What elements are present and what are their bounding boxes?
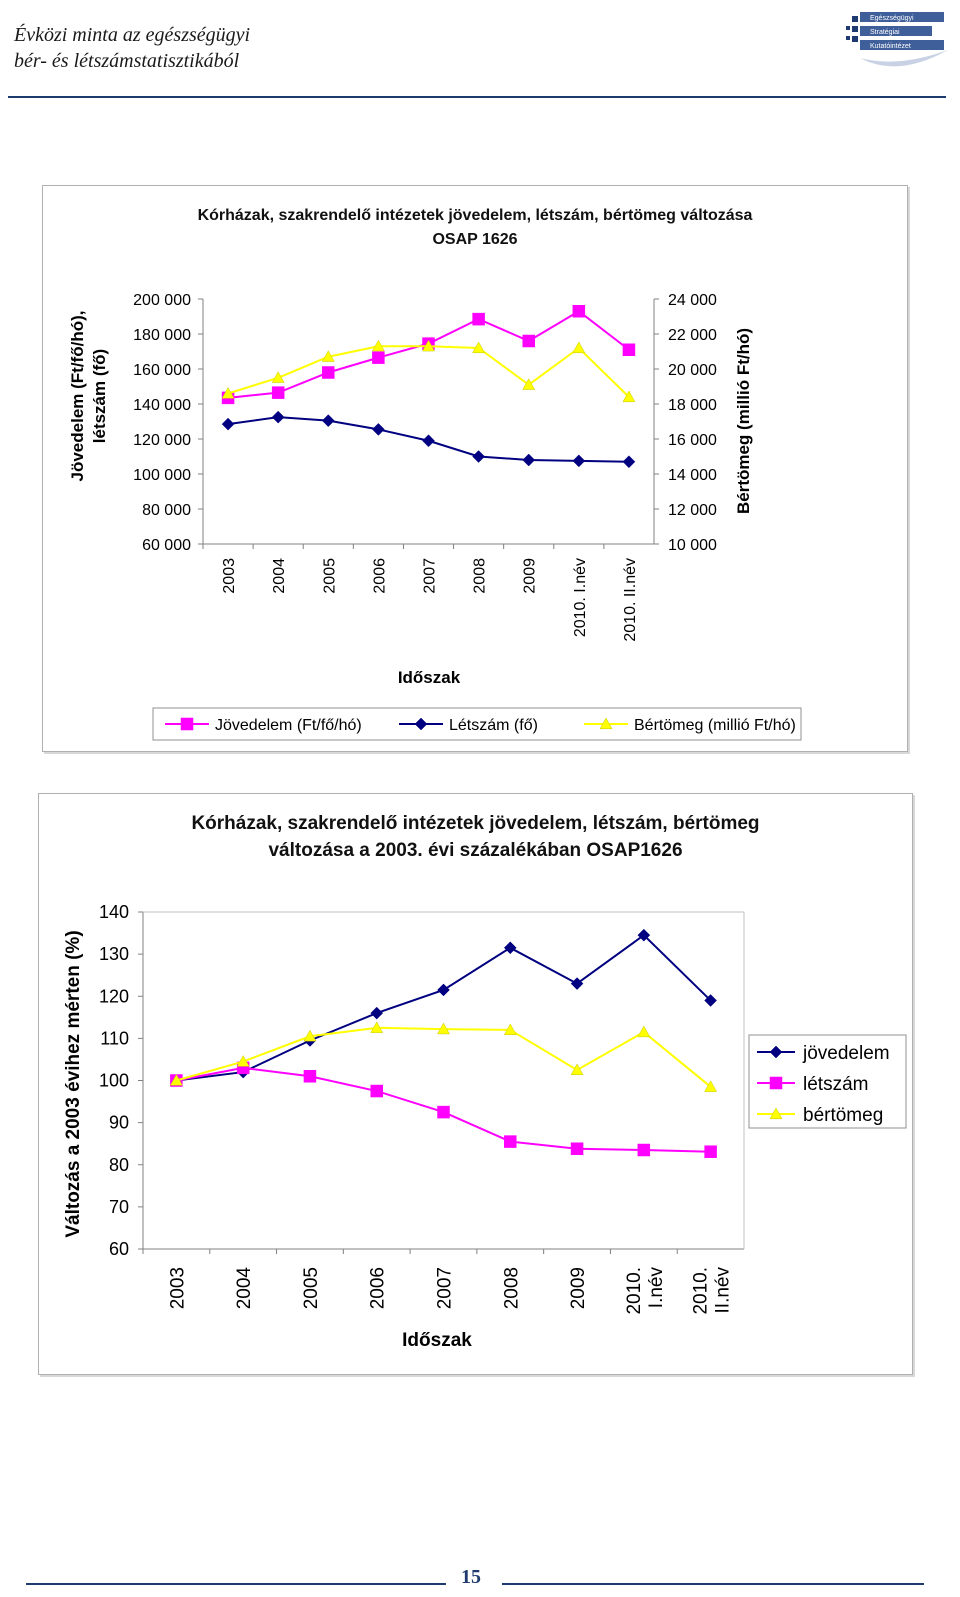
chart1-legend-bertomeg-label: Bértömeg (millió Ft/hó) (634, 717, 796, 734)
chart2-legend-jovedelem-label: jövedelem (803, 1043, 890, 1064)
chart2-x-tick-label: 2010. (623, 1267, 645, 1315)
chart2-legend-letszam-marker (770, 1077, 782, 1089)
chart1-letszam-point (423, 435, 435, 447)
chart2-y-tick-label: 130 (98, 944, 129, 965)
chart1-letszam-point (523, 454, 535, 466)
chart1-right-tick-label: 20 000 (668, 362, 717, 379)
chart2-y-axis-title: Változás a 2003 évihez mérten (%) (63, 930, 84, 1238)
chart2-x-tick-label: 2003 (167, 1267, 189, 1310)
chart2-y-tick-label: 70 (108, 1196, 129, 1217)
chart2-title-line1: Kórházak, szakrendelő intézetek jövedelem, létszám, bértömeg (191, 813, 760, 834)
chart1-letszam-point (322, 415, 334, 427)
chart1-x-axis-title: Időszak (397, 668, 461, 687)
chart2-letszam-point (504, 1136, 516, 1148)
chart2-panel (38, 793, 913, 1375)
chart2-jovedelem-point (438, 984, 450, 996)
footer (26, 1566, 924, 1592)
logo-graphic (838, 6, 954, 82)
chart1-x-tick-label: 2010. I.név (571, 558, 589, 638)
chart1-left-axis-title-line1: Jövedelem (Ft/fő/hó), (68, 310, 87, 482)
chart2-letszam-point (571, 1143, 583, 1155)
chart1-left-tick-label: 120 000 (133, 432, 191, 449)
chart2-legend-bertomeg-label: bértömeg (803, 1105, 884, 1126)
chart1-x-tick-label: 2007 (421, 558, 439, 594)
chart2-x-tick-label: I.név (645, 1267, 667, 1309)
chart2-x-tick-label: 2007 (434, 1267, 456, 1310)
header-title-line1: Évközi minta az egészségügyi (14, 24, 251, 46)
chart1-bertomeg-point (272, 372, 284, 383)
chart2-x-axis-title: Időszak (402, 1330, 472, 1351)
chart1-x-tick-label: 2003 (221, 558, 239, 594)
chart1-right-axis-title: Bértömeg (millió Ft/hó) (734, 327, 753, 515)
chart2-y-tick-label: 120 (98, 986, 129, 1007)
chart2-y-tick-label: 100 (98, 1070, 129, 1091)
chart2-x-tick-label: 2005 (300, 1267, 322, 1310)
chart1-x-tick-label: 2006 (371, 558, 389, 594)
chart2-bertomeg-line (176, 1028, 710, 1087)
chart2-letszam-point (371, 1085, 383, 1097)
chart1-panel (42, 185, 908, 752)
document-header-title (14, 22, 250, 74)
page-number: 15 (461, 1566, 481, 1588)
chart1-legend-letszam-label: Létszám (fő) (449, 717, 538, 734)
chart1-jovedelem-point (322, 367, 334, 379)
chart2-letszam-point (304, 1070, 316, 1082)
chart1-legend-jovedelem-marker (181, 718, 193, 730)
chart1-x-tick-label: 2008 (471, 558, 489, 594)
chart2-y-tick-label: 90 (108, 1112, 129, 1133)
chart2-svg (39, 794, 912, 1374)
logo-text-line1: Egészségügyi (870, 15, 914, 22)
chart2-bertomeg-point (638, 1026, 650, 1037)
chart1-jovedelem-point (523, 335, 535, 347)
chart2-jovedelem-point (504, 942, 516, 954)
header-title-line2: bér- és létszámstatisztikából (14, 50, 240, 72)
chart1-x-tick-label: 2004 (271, 558, 289, 594)
chart1-x-tick-label: 2010. II.név (621, 558, 639, 642)
chart1-letszam-point (473, 451, 485, 463)
chart1-jovedelem-point (372, 352, 384, 364)
chart2-x-tick-label: II.név (712, 1267, 734, 1314)
chart1-right-tick-label: 18 000 (668, 397, 717, 414)
chart1-right-tick-label: 10 000 (668, 537, 717, 554)
chart1-x-tick-label: 2005 (321, 558, 339, 594)
chart1-left-tick-label: 140 000 (133, 397, 191, 414)
chart2-y-tick-label: 80 (108, 1154, 129, 1175)
chart1-right-tick-label: 14 000 (668, 467, 717, 484)
chart1-jovedelem-point (623, 344, 635, 356)
chart1-jovedelem-point (573, 305, 585, 317)
chart2-legend-letszam-label: létszám (803, 1074, 869, 1095)
chart1-right-tick-label: 22 000 (668, 327, 717, 344)
chart2-letszam-point (638, 1144, 650, 1156)
logo-text-line3: Kutatóintézet (870, 43, 911, 50)
chart1-left-tick-label: 180 000 (133, 327, 191, 344)
institute-logo (838, 6, 954, 82)
chart2-letszam-point (438, 1106, 450, 1118)
chart1-left-tick-label: 160 000 (133, 362, 191, 379)
chart1-left-tick-label: 80 000 (142, 502, 191, 519)
chart2-y-tick-label: 60 (108, 1239, 129, 1259)
chart2-x-tick-label: 2009 (568, 1267, 590, 1310)
chart2-x-tick-label: 2010. (690, 1267, 712, 1315)
chart2-jovedelem-point (371, 1007, 383, 1019)
chart1-svg (43, 186, 907, 751)
chart1-left-tick-label: 200 000 (133, 292, 191, 309)
chart1-right-tick-label: 24 000 (668, 292, 717, 309)
chart1-left-tick-label: 100 000 (133, 467, 191, 484)
chart2-x-tick-label: 2008 (501, 1267, 523, 1310)
logo-text-line2: Stratégiai (870, 29, 900, 36)
chart1-title-line2: OSAP 1626 (432, 231, 518, 248)
chart1-x-tick-label: 2009 (521, 558, 539, 594)
chart1-letszam-point (623, 456, 635, 468)
chart1-bertomeg-point (523, 379, 535, 390)
chart1-left-tick-label: 60 000 (142, 537, 191, 554)
chart2-y-tick-label: 110 (100, 1028, 129, 1049)
chart2-bertomeg-point (571, 1064, 583, 1075)
chart1-left-axis-title-line2: létszám (fő) (90, 348, 109, 444)
chart2-title-line2: változása a 2003. évi százalékában OSAP1626 (268, 840, 683, 861)
chart1-bertomeg-point (573, 342, 585, 353)
chart2-y-tick-label: 140 (98, 902, 129, 922)
chart1-letszam-point (573, 455, 585, 467)
chart1-letszam-point (222, 418, 234, 430)
chart2-x-tick-label: 2006 (367, 1267, 389, 1310)
chart2-jovedelem-line (176, 935, 710, 1080)
chart2-x-tick-label: 2004 (234, 1267, 256, 1310)
chart1-jovedelem-point (272, 387, 284, 399)
chart1-title-line1: Kórházak, szakrendelő intézetek jövedelem, létszám, bértömeg változása (197, 207, 753, 224)
chart1-letszam-point (372, 423, 384, 435)
chart2-letszam-point (705, 1146, 717, 1158)
chart1-right-tick-label: 16 000 (668, 432, 717, 449)
header-rule (8, 96, 946, 98)
chart1-right-tick-label: 12 000 (668, 502, 717, 519)
chart1-letszam-point (272, 411, 284, 423)
chart1-legend-jovedelem-label: Jövedelem (Ft/fő/hó) (215, 717, 362, 734)
chart1-jovedelem-point (473, 313, 485, 325)
